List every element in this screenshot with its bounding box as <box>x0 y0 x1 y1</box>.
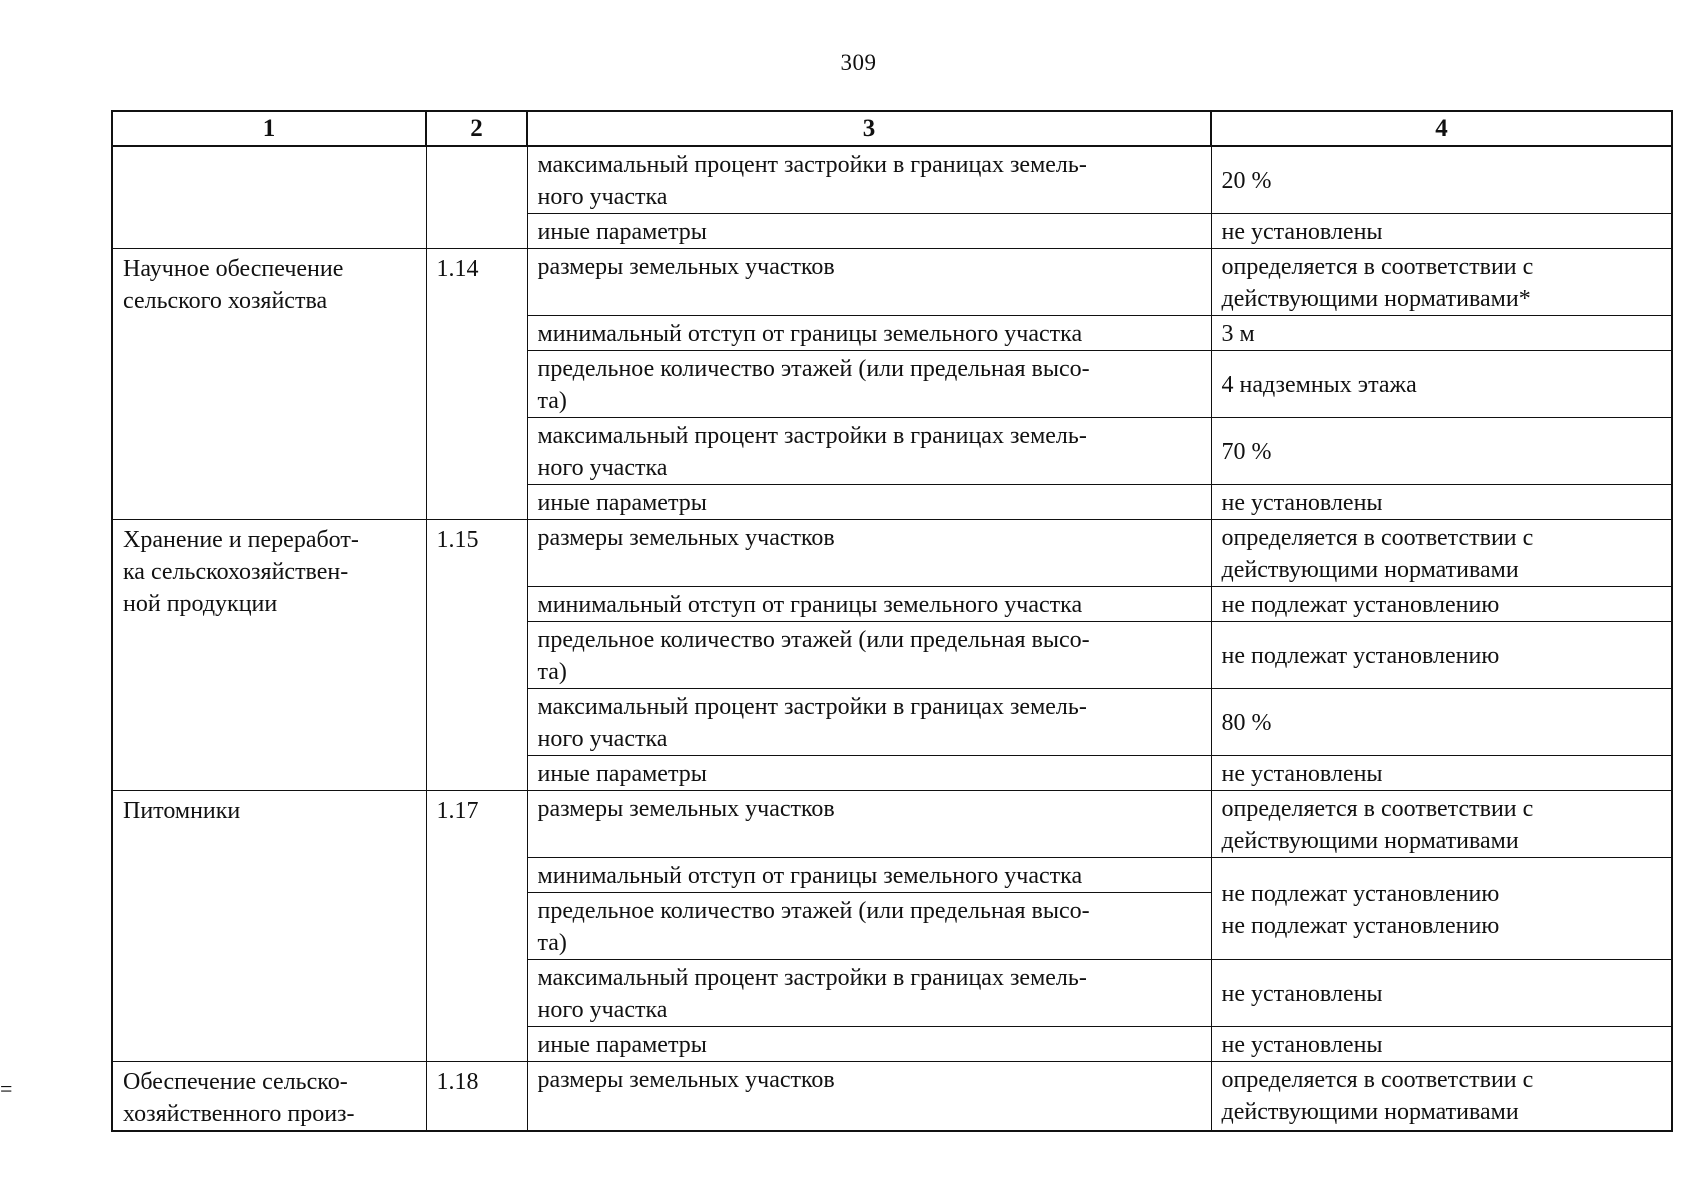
page-number: 309 <box>840 50 877 75</box>
parameter-cell: предельное количество этажей (или предельная высо- та) <box>527 622 1211 689</box>
use-name-cell: Питомники <box>112 791 426 1062</box>
use-code-cell: 1.15 <box>426 520 527 791</box>
parameter-cell: размеры земельных участков <box>527 520 1211 587</box>
value-cell: 70 % <box>1211 418 1672 485</box>
parameter-cell: минимальный отступ от границы земельного участка <box>527 316 1211 351</box>
value-cell: не установлены <box>1211 214 1672 249</box>
value-cell: определяется в соответствии с действующими нормативами* <box>1211 249 1672 316</box>
header-col-1: 1 <box>112 111 426 146</box>
parameter-cell: максимальный процент застройки в границах земель- ного участка <box>527 689 1211 756</box>
use-name-cell <box>112 146 426 249</box>
header-col-4: 4 <box>1211 111 1672 146</box>
use-code-cell: 1.18 <box>426 1062 527 1132</box>
parameter-cell: предельное количество этажей (или предельная высо- та) <box>527 351 1211 418</box>
use-code-cell: 1.17 <box>426 791 527 1062</box>
value-cell: не установлены <box>1211 960 1672 1027</box>
parameter-cell: размеры земельных участков <box>527 249 1211 316</box>
parameter-cell: иные параметры <box>527 485 1211 520</box>
value-cell: не установлены <box>1211 756 1672 791</box>
parameter-cell: иные параметры <box>527 756 1211 791</box>
value-cell: 4 надземных этажа <box>1211 351 1672 418</box>
use-name-cell: Хранение и переработ- ка сельскохозяйствен- ной продукции <box>112 520 426 791</box>
value-cell: 3 м <box>1211 316 1672 351</box>
header-row <box>112 111 1672 146</box>
table-row <box>112 520 1672 587</box>
value-cell: не подлежат установлению <box>1211 622 1672 689</box>
value-cell: определяется в соответствии с действующими нормативами <box>1211 1062 1672 1132</box>
zoning-parameters-table <box>111 110 1673 1132</box>
parameter-cell: максимальный процент застройки в границах земель- ного участка <box>527 146 1211 214</box>
use-code-cell <box>426 146 527 249</box>
header-col-2: 2 <box>426 111 527 146</box>
parameter-cell: минимальный отступ от границы земельного участка <box>527 858 1211 893</box>
header-col-3: 3 <box>527 111 1211 146</box>
use-name-cell: Обеспечение сельско- хозяйственного произ- <box>112 1062 426 1132</box>
table-row <box>112 146 1672 214</box>
value-cell: определяется в соответствии с действующими нормативами <box>1211 520 1672 587</box>
parameter-cell: размеры земельных участков <box>527 1062 1211 1132</box>
table-row <box>112 791 1672 858</box>
use-code-cell: 1.14 <box>426 249 527 520</box>
value-cell: 80 % <box>1211 689 1672 756</box>
value-cell: не подлежат установлению не подлежат установлению <box>1211 858 1672 960</box>
parameter-cell: максимальный процент застройки в границах земель- ного участка <box>527 418 1211 485</box>
parameter-cell: иные параметры <box>527 1027 1211 1062</box>
table-row <box>112 1062 1672 1132</box>
value-cell: не подлежат установлению <box>1211 587 1672 622</box>
value-cell: не установлены <box>1211 485 1672 520</box>
parameter-cell: иные параметры <box>527 214 1211 249</box>
parameter-cell: максимальный процент застройки в границах земель- ного участка <box>527 960 1211 1027</box>
parameter-cell: минимальный отступ от границы земельного участка <box>527 587 1211 622</box>
value-cell: 20 % <box>1211 146 1672 214</box>
table-row <box>112 249 1672 316</box>
parameter-cell: предельное количество этажей (или предельная высо- та) <box>527 893 1211 960</box>
value-cell: определяется в соответствии с действующими нормативами <box>1211 791 1672 858</box>
use-name-cell: Научное обеспечение сельского хозяйства <box>112 249 426 520</box>
margin-mark: = <box>0 1076 13 1101</box>
parameter-cell: размеры земельных участков <box>527 791 1211 858</box>
value-cell: не установлены <box>1211 1027 1672 1062</box>
